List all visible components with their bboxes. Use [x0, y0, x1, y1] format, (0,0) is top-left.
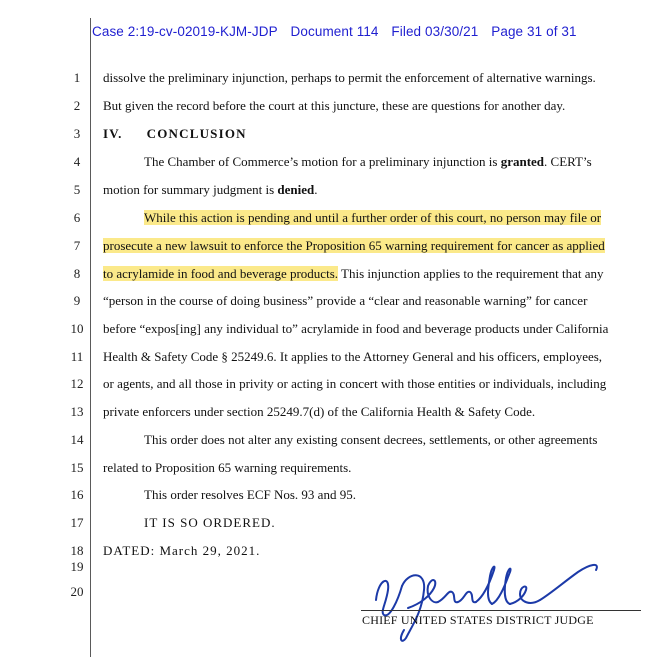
body-line-16: This order resolves ECF Nos. 93 and 95. — [144, 487, 356, 502]
body-line-6 — [144, 208, 601, 228]
page-indicator: Page 31 of 31 — [491, 24, 577, 39]
line-number-rule — [90, 18, 91, 657]
body-text: This injunction applies to the requirement that any — [338, 266, 604, 281]
highlighted-text: prosecute a new lawsuit to enforce the Proposition 65 warning requirement for cancer as applied — [103, 238, 605, 253]
body-line-11: Health & Safety Code § 25249.6. It applies to the Attorney General and his officers, employees, — [103, 349, 603, 364]
filed-date: Filed 03/30/21 — [391, 24, 479, 39]
highlighted-text: While this action is pending and until a further order of this court, no person may file or — [144, 210, 602, 225]
case-number: Case 2:19-cv-02019-KJM-JDP — [92, 24, 278, 39]
so-ordered: IT IS SO ORDERED. — [144, 515, 276, 530]
line-number: 2 — [73, 98, 81, 113]
body-line-14: This order does not alter any existing consent decrees, settlements, or other agreements — [144, 432, 598, 447]
document-header — [92, 24, 586, 39]
body-text: The Chamber of Commerce’s motion for a preliminary injunction is — [144, 154, 501, 169]
line-number: 19 — [70, 559, 84, 574]
line-number: 10 — [70, 321, 84, 336]
line-number: 16 — [70, 487, 84, 502]
dated-line: DATED: March 29, 2021. — [103, 543, 261, 558]
line-number: 17 — [70, 515, 84, 530]
body-line-15: related to Proposition 65 warning requirements. — [103, 460, 352, 475]
ruling-denied: denied — [277, 182, 315, 197]
body-line-13: private enforcers under section 25249.7(d) of the California Health & Safety Code. — [103, 404, 536, 419]
body-text: . — [314, 182, 318, 197]
line-number: 14 — [70, 432, 84, 447]
line-number: 6 — [73, 210, 81, 225]
section-title: CONCLUSION — [146, 126, 247, 141]
body-line-10: before “expos[ing] any individual to” acrylamide in food and beverage products under California — [103, 321, 609, 336]
body-line-7 — [103, 236, 605, 256]
line-number: 1 — [73, 70, 81, 85]
ruling-granted: granted — [500, 154, 545, 169]
line-number: 9 — [73, 293, 81, 308]
line-number: 13 — [70, 404, 84, 419]
body-line-5 — [103, 180, 318, 200]
line-number: 3 — [73, 126, 81, 141]
line-number: 18 — [70, 543, 84, 558]
line-number: 5 — [73, 182, 81, 197]
signature-line — [361, 610, 641, 611]
line-number: 12 — [70, 376, 84, 391]
signature-title: CHIEF UNITED STATES DISTRICT JUDGE — [362, 613, 594, 627]
highlighted-text: to acrylamide in food and beverage products. — [103, 266, 338, 281]
body-line-12: or agents, and all those in privity or acting in concert with those entities or individuals, including — [103, 376, 607, 391]
body-text: motion for summary judgment is — [103, 182, 278, 197]
line-number: 7 — [73, 238, 81, 253]
body-line-2: But given the record before the court at this juncture, these are questions for another day. — [103, 98, 566, 113]
body-line-9: “person in the course of doing business” provide a “clear and reasonable warning” for cancer — [103, 293, 588, 308]
line-number: 11 — [70, 349, 84, 364]
section-number: IV. — [103, 126, 123, 141]
body-line-4 — [144, 152, 592, 172]
body-line-8 — [103, 264, 603, 284]
line-number: 4 — [73, 154, 81, 169]
judge-signature — [368, 560, 608, 645]
line-number: 8 — [73, 266, 81, 281]
body-text: . CERT’s — [544, 154, 592, 169]
document-number: Document 114 — [290, 24, 379, 39]
body-line-1: dissolve the preliminary injunction, perhaps to permit the enforcement of alternative warnings. — [103, 70, 596, 85]
line-number: 20 — [70, 584, 84, 599]
section-heading — [103, 124, 247, 144]
line-number: 15 — [70, 460, 84, 475]
